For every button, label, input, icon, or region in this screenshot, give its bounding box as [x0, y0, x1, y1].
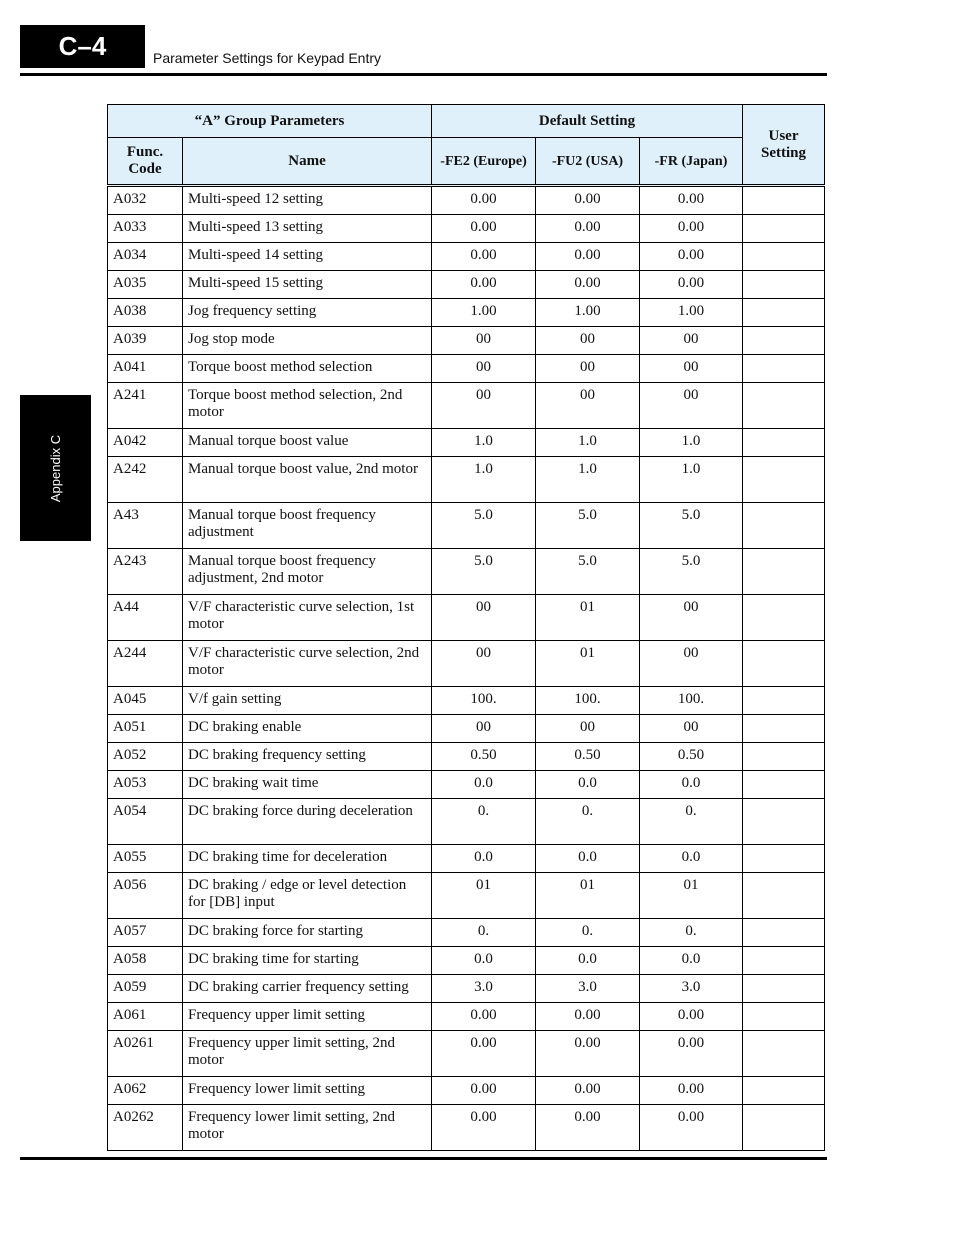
fe2-value-cell: 3.0	[432, 975, 536, 1003]
fe2-value-cell: 0.00	[432, 271, 536, 299]
func-code-cell: A032	[108, 186, 183, 215]
fe2-value-cell: 0.00	[432, 1105, 536, 1151]
table-row	[108, 271, 825, 299]
fu2-value-cell: 00	[536, 715, 640, 743]
name-cell: DC braking force for starting	[183, 919, 432, 947]
fr-value-cell: 1.00	[640, 299, 743, 327]
user-setting-cell	[743, 743, 825, 771]
name-cell: Multi-speed 12 setting	[183, 186, 432, 215]
table-row	[108, 327, 825, 355]
name-cell: Multi-speed 14 setting	[183, 243, 432, 271]
user-setting-cell	[743, 1003, 825, 1031]
fu2-value-cell: 0.0	[536, 845, 640, 873]
table-row	[108, 1031, 825, 1077]
fu2-value-cell: 01	[536, 641, 640, 687]
fu2-value-cell: 00	[536, 327, 640, 355]
name-cell: Multi-speed 15 setting	[183, 271, 432, 299]
table-row	[108, 743, 825, 771]
fe2-value-cell: 00	[432, 327, 536, 355]
name-cell: Manual torque boost value	[183, 429, 432, 457]
appendix-tab-label: Appendix C	[48, 434, 63, 502]
name-cell: V/F characteristic curve selection, 2nd motor	[183, 641, 432, 687]
fe2-value-cell: 1.0	[432, 457, 536, 503]
func-code-cell: A042	[108, 429, 183, 457]
fr-value-cell: 0.00	[640, 271, 743, 299]
fu2-value-cell: 100.	[536, 687, 640, 715]
fr-value-cell: 00	[640, 595, 743, 641]
name-cell: Manual torque boost frequency adjustment, 2nd motor	[183, 549, 432, 595]
user-setting-cell	[743, 771, 825, 799]
func-code-cell: A033	[108, 215, 183, 243]
name-cell: Multi-speed 13 setting	[183, 215, 432, 243]
name-cell: DC braking / edge or level detection for [DB] input	[183, 873, 432, 919]
fe2-value-cell: 00	[432, 641, 536, 687]
user-setting-cell	[743, 243, 825, 271]
func-code-cell: A054	[108, 799, 183, 845]
user-setting-cell	[743, 186, 825, 215]
fr-value-cell: 0.00	[640, 1003, 743, 1031]
fu2-value-cell: 00	[536, 383, 640, 429]
fu2-value-cell: 5.0	[536, 549, 640, 595]
user-setting-cell	[743, 873, 825, 919]
fu2-value-cell: 1.0	[536, 457, 640, 503]
name-cell: DC braking time for starting	[183, 947, 432, 975]
table-row	[108, 873, 825, 919]
table-row	[108, 503, 825, 549]
name-cell: DC braking carrier frequency setting	[183, 975, 432, 1003]
fr-value-cell: 00	[640, 383, 743, 429]
func-code-cell: A038	[108, 299, 183, 327]
fr-value-cell: 01	[640, 873, 743, 919]
fr-value-cell: 5.0	[640, 549, 743, 595]
fe2-value-cell: 0.00	[432, 1031, 536, 1077]
func-code-cell: A44	[108, 595, 183, 641]
appendix-side-tab	[20, 395, 91, 541]
func-code-cell: A43	[108, 503, 183, 549]
name-cell: DC braking enable	[183, 715, 432, 743]
fr-value-cell: 0.0	[640, 771, 743, 799]
a-group-parameters-table	[107, 104, 825, 1151]
table-row	[108, 947, 825, 975]
table-row	[108, 919, 825, 947]
fu2-value-cell: 0.	[536, 919, 640, 947]
func-code-cell: A045	[108, 687, 183, 715]
fe2-value-cell: 100.	[432, 687, 536, 715]
table-row	[108, 457, 825, 503]
fu2-value-cell: 0.00	[536, 1003, 640, 1031]
name-cell: Jog frequency setting	[183, 299, 432, 327]
fe2-europe-header: -FE2 (Europe)	[432, 138, 536, 186]
fu2-value-cell: 0.0	[536, 947, 640, 975]
table-row	[108, 299, 825, 327]
func-code-cell: A053	[108, 771, 183, 799]
name-cell: Frequency lower limit setting, 2nd motor	[183, 1105, 432, 1151]
fr-value-cell: 0.00	[640, 215, 743, 243]
name-cell: V/f gain setting	[183, 687, 432, 715]
user-setting-cell	[743, 215, 825, 243]
fe2-value-cell: 00	[432, 383, 536, 429]
user-setting-cell	[743, 383, 825, 429]
func-code-cell: A058	[108, 947, 183, 975]
fu2-value-cell: 3.0	[536, 975, 640, 1003]
func-code-cell: A035	[108, 271, 183, 299]
table-row	[108, 799, 825, 845]
table-row	[108, 186, 825, 215]
fr-value-cell: 0.50	[640, 743, 743, 771]
fu2-value-cell: 1.00	[536, 299, 640, 327]
user-setting-cell	[743, 271, 825, 299]
fr-value-cell: 0.00	[640, 1077, 743, 1105]
func-code-cell: A034	[108, 243, 183, 271]
fr-value-cell: 00	[640, 355, 743, 383]
fr-value-cell: 1.0	[640, 429, 743, 457]
func-code-cell: A242	[108, 457, 183, 503]
name-cell: V/F characteristic curve selection, 1st motor	[183, 595, 432, 641]
user-setting-cell	[743, 503, 825, 549]
fu2-value-cell: 0.00	[536, 271, 640, 299]
name-cell: Jog stop mode	[183, 327, 432, 355]
group-title-header: “A” Group Parameters	[108, 105, 432, 138]
table-row	[108, 595, 825, 641]
user-setting-cell	[743, 641, 825, 687]
func-code-cell: A059	[108, 975, 183, 1003]
table-row	[108, 771, 825, 799]
fu2-value-cell: 00	[536, 355, 640, 383]
fr-value-cell: 0.00	[640, 1105, 743, 1151]
table-row	[108, 975, 825, 1003]
fr-japan-header: -FR (Japan)	[640, 138, 743, 186]
user-setting-cell	[743, 799, 825, 845]
table-row	[108, 215, 825, 243]
fe2-value-cell: 01	[432, 873, 536, 919]
name-cell: Frequency lower limit setting	[183, 1077, 432, 1105]
table-row	[108, 429, 825, 457]
user-setting-cell	[743, 1031, 825, 1077]
fu2-value-cell: 0.00	[536, 215, 640, 243]
user-setting-cell	[743, 595, 825, 641]
fe2-value-cell: 0.0	[432, 771, 536, 799]
user-setting-cell	[743, 355, 825, 383]
fe2-value-cell: 0.50	[432, 743, 536, 771]
fr-value-cell: 00	[640, 327, 743, 355]
name-cell: DC braking frequency setting	[183, 743, 432, 771]
user-setting-cell	[743, 299, 825, 327]
fr-value-cell: 0.0	[640, 947, 743, 975]
func-code-header: Func. Code	[108, 138, 183, 186]
fu2-value-cell: 0.00	[536, 1105, 640, 1151]
fe2-value-cell: 5.0	[432, 549, 536, 595]
user-setting-cell	[743, 975, 825, 1003]
user-setting-cell	[743, 715, 825, 743]
fe2-value-cell: 1.00	[432, 299, 536, 327]
user-setting-header: User Setting	[743, 105, 825, 186]
name-cell: Manual torque boost frequency adjustment	[183, 503, 432, 549]
func-code-cell: A243	[108, 549, 183, 595]
fe2-value-cell: 00	[432, 355, 536, 383]
table-row	[108, 641, 825, 687]
fu2-value-cell: 0.00	[536, 1031, 640, 1077]
fr-value-cell: 3.0	[640, 975, 743, 1003]
fe2-value-cell: 0.00	[432, 1077, 536, 1105]
fr-value-cell: 5.0	[640, 503, 743, 549]
func-code-cell: A055	[108, 845, 183, 873]
name-cell: Torque boost method selection, 2nd motor	[183, 383, 432, 429]
user-setting-cell	[743, 1077, 825, 1105]
fr-value-cell: 00	[640, 641, 743, 687]
name-cell: DC braking time for deceleration	[183, 845, 432, 873]
user-setting-cell	[743, 327, 825, 355]
name-cell: Manual torque boost value, 2nd motor	[183, 457, 432, 503]
fr-value-cell: 0.00	[640, 186, 743, 215]
func-code-cell: A057	[108, 919, 183, 947]
fu2-value-cell: 1.0	[536, 429, 640, 457]
func-code-cell: A052	[108, 743, 183, 771]
func-code-cell: A062	[108, 1077, 183, 1105]
func-code-cell: A0261	[108, 1031, 183, 1077]
header-rule	[20, 73, 827, 76]
fe2-value-cell: 0.0	[432, 947, 536, 975]
table-row	[108, 243, 825, 271]
fe2-value-cell: 1.0	[432, 429, 536, 457]
fe2-value-cell: 0.00	[432, 186, 536, 215]
fu2-value-cell: 0.0	[536, 771, 640, 799]
name-cell: Frequency upper limit setting	[183, 1003, 432, 1031]
user-setting-cell	[743, 1105, 825, 1151]
table-row	[108, 383, 825, 429]
fe2-value-cell: 00	[432, 715, 536, 743]
func-code-cell: A0262	[108, 1105, 183, 1151]
func-code-cell: A061	[108, 1003, 183, 1031]
func-code-cell: A039	[108, 327, 183, 355]
fr-value-cell: 0.	[640, 919, 743, 947]
name-cell: DC braking force during deceleration	[183, 799, 432, 845]
fr-value-cell: 00	[640, 715, 743, 743]
user-setting-cell	[743, 457, 825, 503]
page-number-block	[20, 25, 145, 68]
table-row	[108, 845, 825, 873]
user-setting-cell	[743, 429, 825, 457]
fu2-usa-header: -FU2 (USA)	[536, 138, 640, 186]
fe2-value-cell: 0.00	[432, 243, 536, 271]
fr-value-cell: 0.0	[640, 845, 743, 873]
fr-value-cell: 0.00	[640, 243, 743, 271]
fr-value-cell: 100.	[640, 687, 743, 715]
fu2-value-cell: 0.00	[536, 243, 640, 271]
fe2-value-cell: 0.	[432, 919, 536, 947]
fu2-value-cell: 5.0	[536, 503, 640, 549]
default-setting-header: Default Setting	[432, 105, 743, 138]
name-cell: Torque boost method selection	[183, 355, 432, 383]
name-cell: DC braking wait time	[183, 771, 432, 799]
fu2-value-cell: 01	[536, 595, 640, 641]
fu2-value-cell: 01	[536, 873, 640, 919]
table-row	[108, 687, 825, 715]
table-row	[108, 549, 825, 595]
user-setting-cell	[743, 947, 825, 975]
fe2-value-cell: 0.	[432, 799, 536, 845]
func-code-cell: A051	[108, 715, 183, 743]
func-code-cell: A244	[108, 641, 183, 687]
name-header: Name	[183, 138, 432, 186]
name-cell: Frequency upper limit setting, 2nd motor	[183, 1031, 432, 1077]
page-header-title: Parameter Settings for Keypad Entry	[153, 50, 381, 66]
user-setting-cell	[743, 919, 825, 947]
user-setting-cell	[743, 845, 825, 873]
fu2-value-cell: 0.00	[536, 186, 640, 215]
fu2-value-cell: 0.50	[536, 743, 640, 771]
func-code-cell: A241	[108, 383, 183, 429]
footer-rule	[20, 1157, 827, 1160]
func-code-cell: A056	[108, 873, 183, 919]
func-code-cell: A041	[108, 355, 183, 383]
table-row	[108, 355, 825, 383]
fe2-value-cell: 00	[432, 595, 536, 641]
fe2-value-cell: 0.00	[432, 1003, 536, 1031]
fe2-value-cell: 5.0	[432, 503, 536, 549]
page-number: C–4	[58, 31, 107, 61]
fu2-value-cell: 0.	[536, 799, 640, 845]
table-row	[108, 1077, 825, 1105]
user-setting-cell	[743, 549, 825, 595]
fr-value-cell: 1.0	[640, 457, 743, 503]
table-row	[108, 1003, 825, 1031]
fu2-value-cell: 0.00	[536, 1077, 640, 1105]
fe2-value-cell: 0.00	[432, 215, 536, 243]
parameter-rows	[108, 186, 825, 1151]
fe2-value-cell: 0.0	[432, 845, 536, 873]
fr-value-cell: 0.00	[640, 1031, 743, 1077]
fr-value-cell: 0.	[640, 799, 743, 845]
table-row	[108, 1105, 825, 1151]
user-setting-cell	[743, 687, 825, 715]
table-row	[108, 715, 825, 743]
